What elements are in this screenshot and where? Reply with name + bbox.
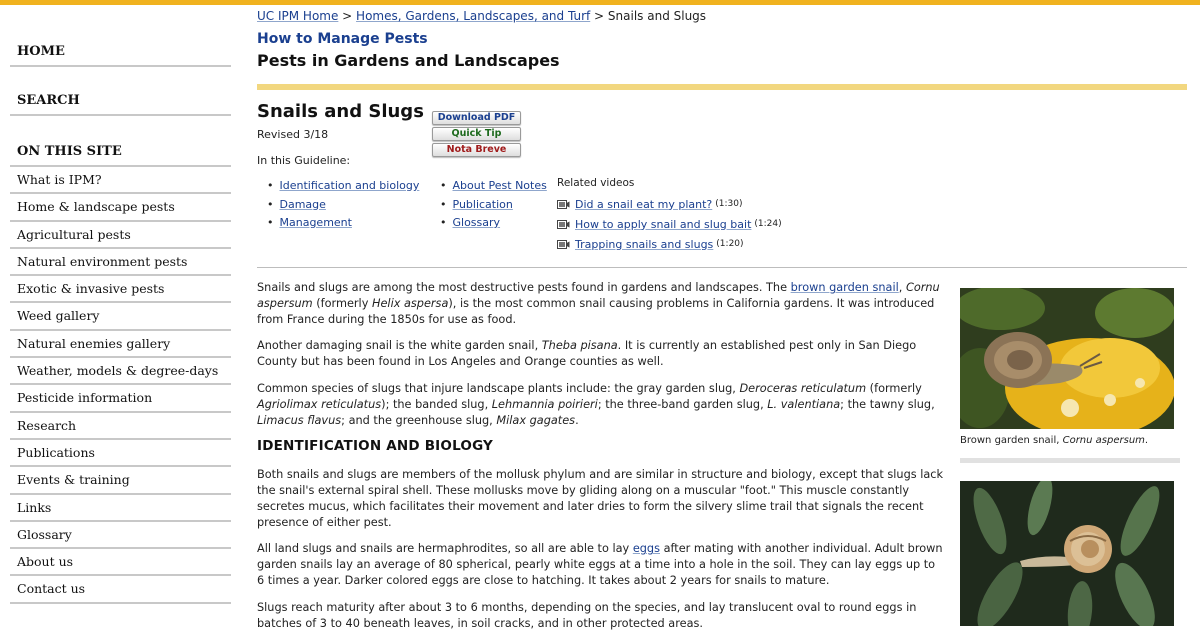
sidebar-item-agricultural-pests[interactable]: Agricultural pests [10,222,231,249]
scientific-name: Cornu aspersum [1062,435,1145,446]
sidebar-item-natural-enemies-gallery[interactable]: Natural enemies gallery [10,331,231,358]
video-icon [557,199,570,210]
breadcrumb-separator: > [590,9,608,23]
text: ), is the most common snail causing problems in California gardens. It was introduced from France during the 1850s for use as food. [257,296,935,326]
toc-item [440,179,547,198]
toc-damage-link[interactable]: Damage [279,197,326,211]
paragraph [257,280,945,327]
scientific-name: Cornu aspersum [257,281,940,310]
guideline-toc-secondary [440,179,547,235]
text: . [575,413,579,427]
video-item [557,214,782,234]
sidebar-item-pesticide-information[interactable]: Pesticide information [10,385,231,412]
brown-garden-snail-link[interactable]: brown garden snail [790,281,899,294]
scientific-name: Limacus flavus [257,413,342,427]
sidebar-item-glossary[interactable]: Glossary [10,522,231,549]
video-item [557,234,782,254]
paragraph: Both snails and slugs are members of the mollusk phylum and are similar in structure and biology, except that slugs lack the snail's external spiral shell. These mollusks move by gliding along on a muscular "foot." This muscle constantly secretes mucus, which facilitates their movement and later dries to form the silvery slime trail that signals the recent presence of either pest. [257,468,944,529]
section-heading: IDENTIFICATION AND BIOLOGY [257,438,494,455]
text: after mating with another individual. Adult brown garden snails lay an average of 80 spherical, pearly white eggs at a time into a hole in the soil. They can lay eggs up to 6 times a year. Darker colored eggs are close to hatching. It takes about 2 years for snails to mature. [257,542,943,587]
text: Common species of slugs that injure landscape plants include: the gray garden slug, [257,381,740,395]
video-duration: (1:24) [754,219,782,229]
video-link[interactable]: Did a snail eat my plant? [575,197,713,211]
toc-about-pest-notes-link[interactable]: About Pest Notes [452,179,547,192]
breadcrumb-section-link[interactable]: Homes, Gardens, Landscapes, and Turf [356,9,591,23]
sidebar-item-about-us[interactable]: About us [10,549,231,576]
toc-item [267,216,419,235]
breadcrumb-separator: > [338,9,357,23]
scientific-name: Lehmannia poirieri [491,397,598,411]
text: (formerly [866,381,922,395]
video-item [557,194,782,214]
sidebar-item-publications[interactable]: Publications [10,440,231,467]
text: Brown garden snail, [960,435,1063,446]
scientific-name: Deroceras reticulatum [739,381,867,395]
toc-glossary-link[interactable]: Glossary [452,216,501,229]
white-garden-snail-photo[interactable] [960,481,1174,626]
sidebar-nav [10,38,231,604]
video-link[interactable]: Trapping snails and slugs [575,237,714,251]
video-icon [557,219,570,230]
guideline-label: In this Guideline: [257,154,351,167]
sidebar-item-research[interactable]: Research [10,413,231,440]
toc-identification-link[interactable]: Identification and biology [279,179,420,192]
quick-tip-button[interactable]: Quick Tip [432,127,521,141]
text: . [1144,435,1149,446]
scientific-name: Milax gagates [496,413,576,427]
sidebar-item-home-landscape-pests[interactable]: Home & landscape pests [10,194,231,221]
text: All land slugs and snails are hermaphrodites, so all are able to lay [257,542,633,556]
toc-publication-link[interactable]: Publication [452,197,513,211]
sidebar-item-weed-gallery[interactable]: Weed gallery [10,303,231,330]
text: ; and the greenhouse slug, [341,413,497,427]
video-icon [557,239,570,250]
scientific-name: Agriolimax reticulatus [257,397,382,411]
text: ; the tawny slug, [840,397,935,411]
nota-breve-button[interactable]: Nota Breve [432,143,521,157]
toc-item [440,216,547,235]
paragraph: Slugs reach maturity after about 3 to 6 months, depending on the species, and lay translucent oval to round eggs in batches of 3 to 40 beneath leaves, in soil cracks, and in other protected areas. [257,600,917,630]
paragraph [257,541,945,588]
sidebar-item-links[interactable]: Links [10,495,231,522]
guideline-toc [267,179,419,235]
eggs-link[interactable]: eggs [632,542,660,556]
section-title: Pests in Gardens and Landscapes [257,51,560,70]
toc-item [440,198,547,217]
sidebar-item-exotic-invasive-pests[interactable]: Exotic & invasive pests [10,276,231,303]
revised-date: Revised 3/18 [257,128,329,141]
breadcrumb-current: Snails and Slugs [607,9,707,23]
breadcrumb [257,9,706,23]
download-pdf-button[interactable]: Download PDF [432,111,521,125]
content-divider [257,267,1187,268]
page-title: Snails and Slugs [257,101,424,122]
header-divider [257,84,1187,90]
toc-management-link[interactable]: Management [279,216,352,229]
text: Another damaging snail is the white garden snail, [257,339,542,353]
video-duration: (1:30) [715,199,743,209]
text: Snails and slugs are among the most destructive pests found in gardens and landscapes. The [257,281,791,294]
scientific-name: Helix aspersa [371,296,449,310]
brown-garden-snail-photo[interactable] [960,288,1174,429]
text: , [898,281,906,294]
sidebar-section-heading: ON THIS SITE [10,138,231,167]
toc-item [267,179,419,198]
video-duration: (1:20) [716,239,744,249]
paragraph [257,338,945,370]
text: ; the three-band garden slug, [597,397,768,411]
top-accent-bar [0,0,1200,5]
scientific-name: Theba pisana [541,339,618,353]
sidebar-item-weather-models-degree-days[interactable]: Weather, models & degree-days [10,358,231,385]
video-link[interactable]: How to apply snail and slug bait [575,217,752,231]
sidebar-item-what-is-ipm[interactable]: What is IPM? [10,167,231,194]
sidebar-home-link[interactable]: HOME [10,38,231,67]
photo-caption [960,435,1148,446]
paragraph [257,381,945,428]
caption-divider [960,458,1180,463]
text: (formerly [312,296,372,310]
section-link[interactable]: How to Manage Pests [257,31,428,47]
text: ); the banded slug, [381,397,492,411]
sidebar-search-link[interactable]: SEARCH [10,87,231,116]
sidebar-items [10,167,231,604]
sidebar-item-contact-us[interactable]: Contact us [10,576,231,603]
scientific-name: L. valentiana [767,397,841,411]
sidebar-item-natural-environment-pests[interactable]: Natural environment pests [10,249,231,276]
text: . It is currently an established pest only in San Diego County but has been found in Los Angeles and Orange counties as well. [257,339,917,369]
sidebar-item-events-training[interactable]: Events & training [10,467,231,494]
related-videos-list [557,194,782,254]
article-body [257,280,945,630]
breadcrumb-home-link[interactable]: UC IPM Home [257,9,339,23]
toc-item [267,198,419,217]
related-videos-label: Related videos [557,177,635,189]
